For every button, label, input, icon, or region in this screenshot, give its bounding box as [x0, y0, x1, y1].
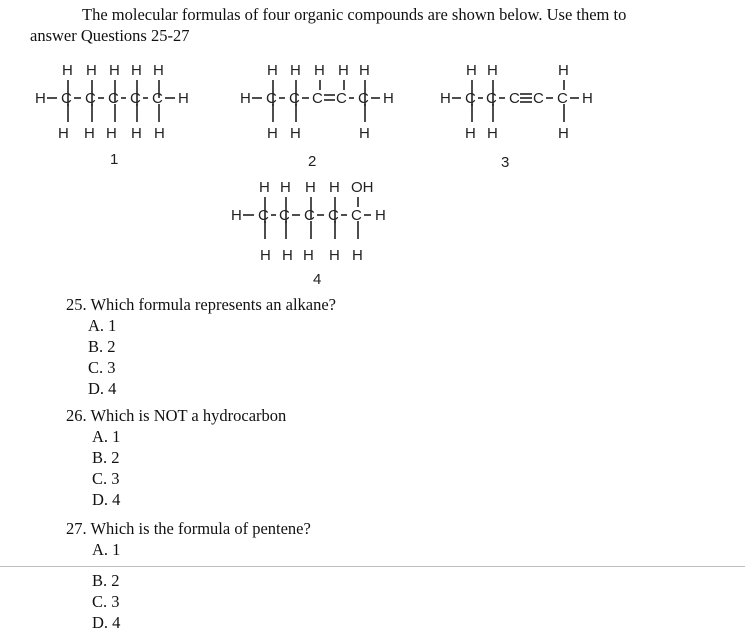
atom-h: H	[465, 125, 476, 142]
atom-c: C	[465, 90, 476, 107]
option-a[interactable]: A. 1	[88, 316, 117, 335]
atom-c: C	[108, 90, 119, 107]
option-d[interactable]: D. 4	[92, 490, 121, 509]
atom-h: H	[86, 62, 97, 79]
atom-c: C	[279, 207, 290, 224]
atom-h: H	[267, 125, 278, 142]
atom-h: H	[305, 179, 316, 196]
atom-h: H	[106, 125, 117, 142]
atom-h: H	[58, 125, 69, 142]
atom-c: C	[358, 90, 369, 107]
question-stem: 26. Which is NOT a hydrocarbon	[66, 406, 287, 425]
intro-line-2: answer Questions 25-27	[30, 26, 190, 45]
atom-h: H	[153, 62, 164, 79]
atom-c: C	[509, 90, 520, 107]
atom-h: H	[131, 62, 142, 79]
structure-3	[432, 58, 612, 183]
intro-line-1: The molecular formulas of four organic compounds are shown below. Use them to	[82, 5, 627, 24]
structure-label: 3	[501, 154, 510, 171]
atom-h: H	[582, 90, 593, 107]
atom-h: H	[35, 90, 46, 107]
atom-h: H	[290, 125, 301, 142]
atom-h: H	[440, 90, 451, 107]
atom-h: H	[178, 90, 189, 107]
atom-h: H	[352, 247, 363, 264]
atom-h: H	[558, 62, 569, 79]
atom-h: H	[240, 90, 251, 107]
option-b[interactable]: B. 2	[92, 448, 120, 467]
atom-h: H	[267, 62, 278, 79]
atom-c: C	[312, 90, 323, 107]
atom-h: H	[84, 125, 95, 142]
atom-h: H	[329, 179, 340, 196]
option-c[interactable]: C. 3	[92, 469, 120, 488]
atom-c: C	[266, 90, 277, 107]
atom-h: H	[359, 62, 370, 79]
intro-text	[30, 4, 730, 46]
atom-h: H	[290, 62, 301, 79]
atom-h: H	[62, 62, 73, 79]
atom-c: C	[258, 207, 269, 224]
atom-h: H	[231, 207, 242, 224]
atom-c: C	[61, 90, 72, 107]
atom-h: H	[487, 125, 498, 142]
atom-h: H	[260, 247, 271, 264]
atom-h: H	[282, 247, 293, 264]
structure-1	[30, 58, 210, 173]
structure-2	[235, 58, 415, 183]
page-separator	[0, 566, 745, 567]
question-26	[66, 405, 286, 510]
question-stem: 25. Which formula represents an alkane?	[66, 295, 337, 314]
atom-h: H	[466, 62, 477, 79]
option-c[interactable]: C. 3	[88, 358, 116, 377]
atom-h: H	[314, 62, 325, 79]
atom-h: H	[558, 125, 569, 142]
atom-h: H	[154, 125, 165, 142]
question-stem: 27. Which is the formula of pentene?	[66, 519, 311, 538]
structure-label: 2	[308, 153, 317, 170]
question-25	[66, 294, 336, 399]
atom-h: H	[109, 62, 120, 79]
atom-h: H	[329, 247, 340, 264]
atom-h: H	[383, 90, 394, 107]
atom-h: H	[338, 62, 349, 79]
atom-h: H	[280, 179, 291, 196]
option-c[interactable]: C. 3	[92, 592, 120, 611]
atom-c: C	[351, 207, 362, 224]
option-b[interactable]: B. 2	[92, 571, 120, 590]
atom-h: H	[259, 179, 270, 196]
atom-c: C	[85, 90, 96, 107]
atom-oh: OH	[351, 179, 374, 196]
question-27	[66, 518, 311, 560]
atom-c: C	[336, 90, 347, 107]
atom-c: C	[533, 90, 544, 107]
atom-c: C	[130, 90, 141, 107]
atom-c: C	[557, 90, 568, 107]
option-a[interactable]: A. 1	[92, 427, 121, 446]
option-d[interactable]: D. 4	[92, 613, 121, 632]
atom-h: H	[359, 125, 370, 142]
structure-label: 4	[313, 271, 322, 288]
option-b[interactable]: B. 2	[88, 337, 116, 356]
option-a[interactable]: A. 1	[92, 540, 121, 559]
atom-c: C	[304, 207, 315, 224]
atom-h: H	[375, 207, 386, 224]
atom-c: C	[289, 90, 300, 107]
atom-c: C	[486, 90, 497, 107]
structure-label: 1	[110, 151, 119, 168]
option-d[interactable]: D. 4	[88, 379, 117, 398]
atom-h: H	[131, 125, 142, 142]
atom-h: H	[303, 247, 314, 264]
atom-c: C	[328, 207, 339, 224]
atom-h: H	[487, 62, 498, 79]
question-27-continued	[66, 570, 120, 633]
atom-c: C	[152, 90, 163, 107]
structure-4	[226, 175, 406, 298]
